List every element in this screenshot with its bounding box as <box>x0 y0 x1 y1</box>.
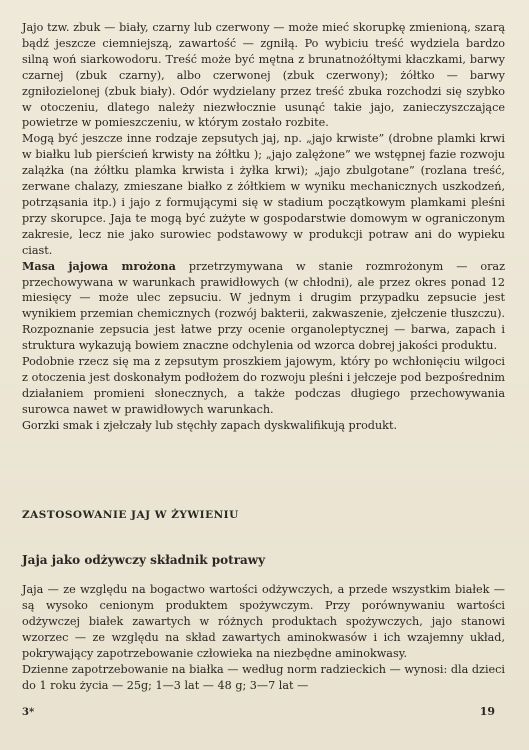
signature-mark: 3* <box>22 707 35 718</box>
paragraph-text: Mogą być jeszcze inne rodzaje zepsutych jaj, np. „jajo krwiste” (drobne plamki krwi w białku lub pierścień krwisty na żółtku ); „jajo zalężone” we wstępnej fazie rozwoju zalążka (na żółtku plamka krwista i żyłka krwi); „jajo zbulgotane” (rozlana treść, zerwane chalazy, zmieszane białko z żółtkiem w wyniku mechanicznych uszkodzeń, potrząsania itp.) i jajo z formującymi się w stadium początkowym plamkami pleśni przy skorupce. Jaja te mogą być zużyte w gospodarstwie domowym w ograniczonym zakresie, lecz nie jako surowiec podstawowy w produkcji potraw ani do wypieku ciast. <box>22 132 505 257</box>
paragraph-bitter-taste <box>22 418 505 434</box>
bottom-text-block <box>22 582 505 694</box>
paragraph-frozen-egg-mass <box>22 259 505 354</box>
paragraph-egg-powder <box>22 354 505 418</box>
paragraph-daily-requirement: Dzienne zapotrzebowanie na białka — według norm radzieckich — wynosi: dla dzieci do 1 roku życia — 25g; 1—3 lat — 48 g; 3—7 lat — <box>22 663 505 692</box>
paragraph-text: Jajo tzw. zbuk — biały, czarny lub czerwony — może mieć skorupkę zmienioną, szarą bądź jeszcze ciemniejszą, zawartość — zgniłą. Po wybiciu treść wydziela bardzo silną woń siarkowodoru. Treść może być mętna z brunatnożółtymi kłaczkami, barwy czarnej (zbuk czarny), albo czerwonej (zbuk czerwony); żółtko — barwy zgniłozielonej (zbuk biały). Odór wydzielany przez treść zbuka rozchodzi się szybko w otoczeniu, dlatego należy niezwłocznie usunąć takie jajo, zanieczyszczające powietrze w pomieszczeniu, w którym zostało rozbite. <box>22 21 505 130</box>
paragraph-zbuk <box>22 20 505 131</box>
top-text-block <box>22 20 505 434</box>
paragraph-text: Podobnie rzecz się ma z zepsutym proszkiem jajowym, który po wchłonięciu wilgoci z otoczenia jest doskonałym podłożem do rozwoju pleśni i jełczeje pod bezpośrednim działaniem promieni słonecznych, a także podczas długiego przechowywania surowca nawet w prawidłowych warunkach. <box>22 355 505 416</box>
sub-heading: Jaja jako odżywczy składnik potrawy <box>22 553 266 567</box>
paragraph-lead: Masa jajowa mrożona <box>22 258 176 273</box>
section-heading: ZASTOSOWANIE JAJ W ŻYWIENIU <box>22 509 239 521</box>
paragraph-other-spoiled-eggs <box>22 131 505 258</box>
paragraph-text: przetrzymywana w stanie rozmrożonym — oraz przechowywana w warunkach prawidłowych (w chłodni), ale przez okres ponad 12 miesięcy — może ulec zepsuciu. W jednym i drugim przypadku zepsucie jest wynikiem przemian chemicznych (rozwój bakterii, zakwaszenie, zjełczenie tłuszczu). Rozpoznanie zepsucia jest łatwe przy ocenie organoleptycznej — barwa, zapach i struktura wykazują bowiem znaczne odchylenia od wzorca dobrej jakości produktu. <box>22 259 505 353</box>
paragraph-text: Gorzki smak i zjełczały lub stęchły zapach dyskwalifikują produkt. <box>22 418 398 432</box>
paragraph-nutritional-value: Jaja — ze względu na bogactwo wartości odżywczych, a przede wszystkim białek — są wysoko cenionym produktem spożywczym. Przy porównywaniu wartości odżywczej białek zawartych w różnych produktach spożywczych, jajo stanowi wzorzec — ze względu na skład zawartych aminokwasów i ich wzajemny układ, pokrywający zapotrzebowanie człowieka na niezbędne aminokwasy. <box>22 583 505 660</box>
page-number: 19 <box>479 705 495 718</box>
